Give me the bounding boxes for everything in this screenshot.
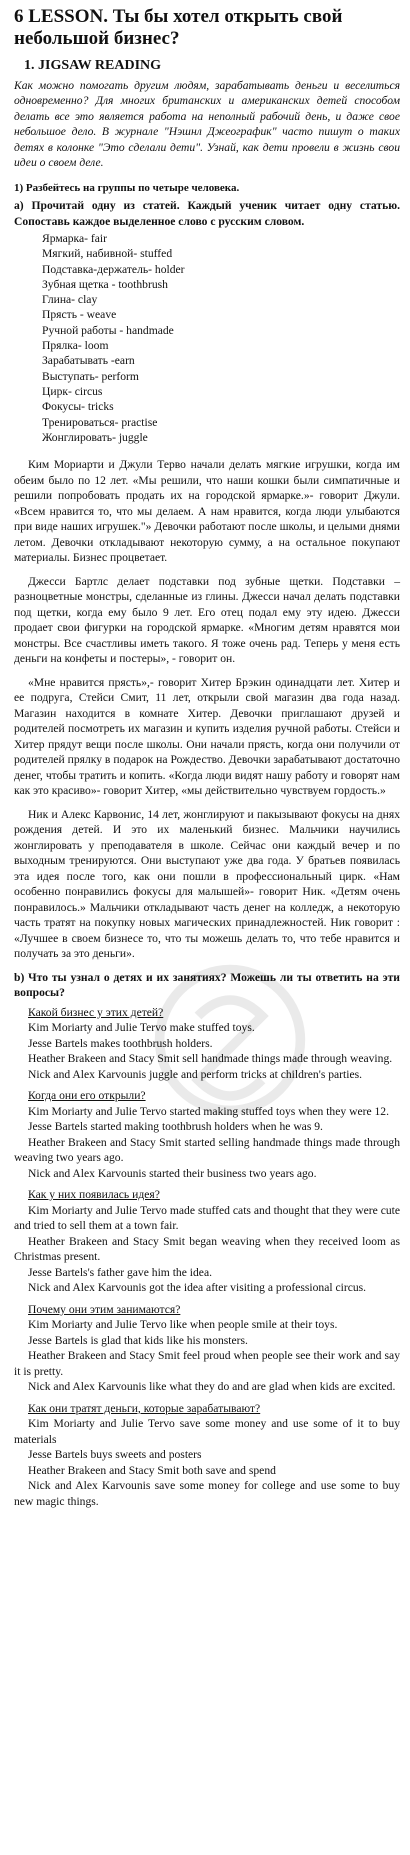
answer: Kim Moriarty and Julie Tervo like when people smile at their toys.: [28, 1318, 338, 1332]
vocab-item: Подставка-держатель- holder: [42, 262, 185, 276]
article-paragraph: «Мне нравится прясть»,- говорит Хитер Брэкин одинадцати лет. Хитер и ее подруга, Стейси Смит, 11 лет, открыли свой магазин два года назад. Магазин находится в комнате Хитер. Девочки приглашают друзей и родителей посмотреть их магазин и купить изделия ручной работы. Стейси и Хитер прядут вещи после школы. Они начали прясть, когда они получили от родителей прялку в подарок на Рождество. Девочки зарабатывают достаточно денег, чтобы тратить и копить. «Когда люди видят нашу работу и говорят нам как это красиво»- говорит Хитер, «мы действительно чувствуем гордость.»: [14, 675, 400, 798]
vocab-item: Зарабатывать -earn: [42, 354, 135, 368]
vocab-item: Мягкий, набивной- stuffed: [42, 247, 173, 261]
answer: Kim Moriarty and Julie Tervo started making stuffed toys when they were 12.: [28, 1104, 389, 1118]
intro-text: Как можно помогать другим людям, зарабатывать деньги и веселиться одновременно? Для многих британских и американских детей способом делать все это является работа на неполный рабочий день, и даже свое небольшое дело. В журнале "Нэшнл Джеографик" часто пишут о таких детях в колонке "Это сделали дети". Узнай, как дети провели в жизнь свои идеи о своем деле.: [14, 78, 400, 169]
vocab-item: Прялка- loom: [42, 339, 109, 353]
vocab-item: Зубная щетка - toothbrush: [42, 277, 168, 291]
answer: Jesse Bartels is glad that kids like his monsters.: [28, 1333, 248, 1347]
vocab-item: Ручной работы - handmade: [42, 323, 174, 337]
vocabulary-list: [42, 231, 400, 445]
answer: Kim Moriarty and Julie Tervo make stuffed toys.: [28, 1021, 255, 1035]
answer: Jesse Bartels's father gave him the idea.: [28, 1265, 212, 1279]
answer: Nick and Alex Karvounis started their business two years ago.: [28, 1166, 317, 1180]
qa-block: [14, 1401, 400, 1510]
answer: Nick and Alex Karvounis got the idea after visiting a professional circus.: [28, 1281, 367, 1295]
vocab-item: Ярмарка- fair: [42, 232, 108, 245]
vocab-item: Цирк- circus: [42, 384, 103, 398]
answer: Jesse Bartels buys sweets and posters: [28, 1448, 202, 1462]
answer: Heather Brakeen and Stacy Smit began weaving when they received loom as Christmas present.: [14, 1234, 400, 1264]
step-one: 1) Разбейтесь на группы по четыре человека.: [14, 181, 240, 194]
section-heading: 1. JIGSAW READING: [24, 58, 162, 73]
answer: Jesse Bartels makes toothbrush holders.: [28, 1036, 213, 1050]
article-paragraph: Ким Мориарти и Джули Терво начали делать мягкие игрушки, когда им обеим было по 12 лет. «Мы решили, что наши кошки были симпатичные и решили попробовать продать их на городской ярмарке.»- говорит Джули. «Всем нравится то, что мы делаем. А нам нравится, когда люди улыбаются при виде наших игрушек."» Девочки работают после школы, и целыми днями летом. Девочки откладывают некоторую сумму, а на остальное покупают материалы. Бизнес процветает.: [14, 458, 401, 565]
article-paragraph: Ник и Алекс Карвонис, 14 лет, жонглируют и пакызывают фокусы на днях рождения детей. И это их маленький бизнес. Мальчики научились жонглировать у преподавателя в школе. Сейчас они каждый вечер и по выходным тренируются. Они выступают уже два года. У братьев появилась эта идея после того, как они пошли в профессиональный цирк. «Нам особенно понравились фокусы для малышей»- говорит Ник. «Детям очень понравилось.» Мальчики откладывают часть денег на колледж, а некоторую часть тратят на покупку новых магических принадлежностей. Ник говорит : «Лучшее в своем бизнесе то, что ты можешь делать то, что тебе нравится и получать за это деньги».: [14, 807, 400, 961]
question: Когда они его открыли?: [28, 1089, 146, 1103]
article-paragraph: Джесси Бартлс делает подставки под зубные щетки. Подставки – разноцветные монстры, сделанные из глины. Джесси начал делать подставки под щетки, когда ему было 9 лет. Его отец подал ему эту идею. Джесси продает свои фигурки на городской ярмарке. «Многим детям нравятся мои монстры. Все счастливы иметь такого. Я тоже очень рад. Теперь у меня есть деньги на конфеты и постеры», - говорит он.: [14, 574, 400, 666]
vocab-item: Жонглировать- juggle: [42, 430, 148, 444]
qa-block: [14, 1005, 400, 1083]
vocab-item: Фокусы- tricks: [42, 400, 114, 414]
question: Почему они этим занимаются?: [28, 1302, 181, 1316]
answer: Heather Brakeen and Stacy Smit feel proud when people see their work and say it is pretty.: [14, 1349, 400, 1378]
question: Как они тратят деньги, которые зарабатывают?: [28, 1401, 261, 1415]
task-a: а) Прочитай одну из статей. Каждый ученик читает одну статью. Сопоставь каждое выделенное слово с русским словом.: [14, 199, 400, 228]
question: Какой бизнес у этих детей?: [28, 1005, 164, 1019]
answer: Nick and Alex Karvounis like what they do and are glad when kids are excited.: [28, 1380, 396, 1394]
qa-block: [14, 1088, 400, 1181]
lesson-title: 6 LESSON. Ты бы хотел открыть свой небольшой бизнес?: [14, 6, 343, 49]
task-b: b) Что ты узнал о детях и их занятиях? Можешь ли ты ответить на эти вопросы?: [14, 970, 400, 1000]
answer: Jesse Bartels started making toothbrush holders when he was 9.: [28, 1120, 323, 1134]
vocab-item: Прясть - weave: [42, 308, 117, 322]
answer: Kim Moriarty and Julie Tervo save some money and use some of it to buy materials: [14, 1417, 400, 1446]
vocab-item: Тренироваться- practise: [42, 415, 158, 429]
answer: Heather Brakeen and Stacy Smit both save and spend: [28, 1463, 276, 1477]
answer: Nick and Alex Karvounis juggle and perform tricks at children's parties.: [28, 1067, 363, 1081]
vocab-item: Глина- clay: [42, 293, 98, 307]
answer: Heather Brakeen and Stacy Smit sell handmade things made through weaving.: [28, 1052, 393, 1066]
answer: Heather Brakeen and Stacy Smit started selling handmade things made through weaving two years ago.: [14, 1135, 400, 1165]
qa-block: [14, 1187, 400, 1296]
question: Как у них появилась идея?: [28, 1188, 160, 1202]
qa-block: [14, 1302, 400, 1395]
answer: Kim Moriarty and Julie Tervo made stuffed cats and thought that they were cute and tried to sell them at a town fair.: [14, 1203, 400, 1233]
vocab-item: Выступать- perform: [42, 369, 139, 383]
answer: Nick and Alex Karvounis save some money for college and use some to buy new magic things.: [14, 1479, 400, 1508]
